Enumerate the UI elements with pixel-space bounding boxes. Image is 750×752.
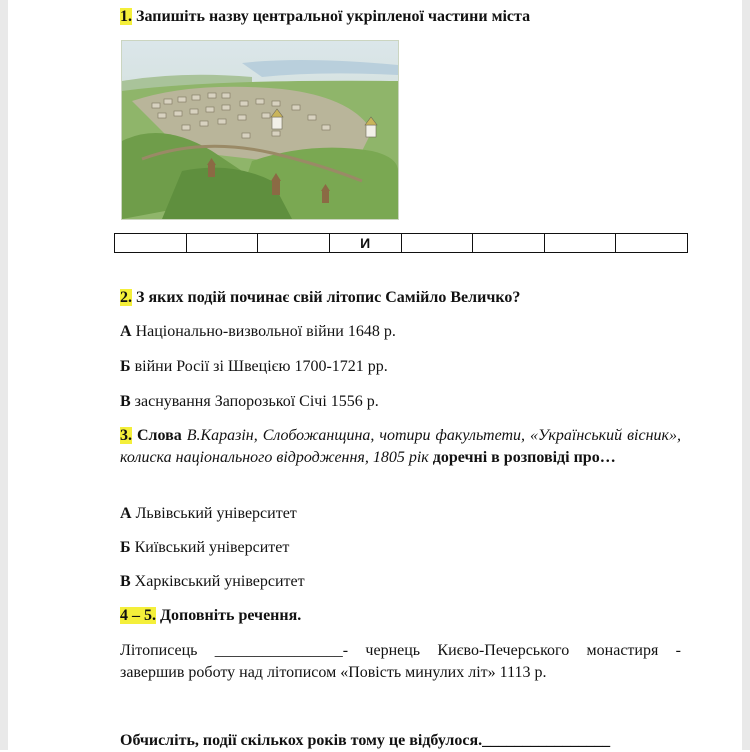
option-c[interactable]: [120, 571, 305, 593]
option-text: Київський університет: [130, 539, 290, 556]
option-text: Національно-визвольної війни 1648 р.: [131, 323, 396, 340]
fill-in-sentence[interactable]: Літописець ________________- чернець Києво-Печерського монастиря - завершив роботу над літописом «Повість минулих літ» 1113 р.: [120, 642, 681, 681]
question-number: 3.: [120, 427, 132, 444]
question-2: [120, 287, 520, 309]
question-text: Запишіть назву центральної укріпленої частини міста: [132, 8, 531, 25]
option-b[interactable]: [120, 356, 388, 378]
question-text: Доповніть речення.: [156, 607, 302, 624]
grid-cell[interactable]: [616, 234, 688, 253]
option-text: Львівський університет: [131, 505, 297, 522]
calculation-prompt[interactable]: Обчисліть, події скількох років тому це відбулося.________________: [120, 732, 611, 749]
option-text: війни Росії зі Швецією 1700-1721 рр.: [130, 358, 388, 375]
answer-letter-grid: [114, 233, 688, 253]
question-number: 4 – 5.: [120, 607, 156, 624]
option-letter: Б: [120, 358, 131, 375]
question-keywords: В.Каразін, Слобожанщина, чотири факультети, «Український вісник», колиска національного відродження, 1805 рік: [120, 427, 681, 466]
question-1: [120, 6, 530, 28]
option-text: заснування Запорозької Січі 1556 р.: [130, 393, 379, 410]
grid-cell-given-letter: И: [329, 234, 401, 253]
option-a[interactable]: [120, 503, 297, 525]
grid-cell[interactable]: [473, 234, 545, 253]
grid-cell[interactable]: [258, 234, 330, 253]
page-edge-left: [0, 0, 8, 750]
page-edge-right: [742, 0, 750, 750]
option-letter: А: [120, 505, 132, 522]
option-letter: В: [120, 573, 131, 590]
kyiv-fortress-illustration: [121, 40, 399, 220]
question-tail: доречні в розповіді про…: [428, 449, 616, 466]
option-letter: А: [120, 323, 132, 340]
grid-cell[interactable]: [186, 234, 258, 253]
illustration-svg: [122, 41, 398, 219]
question-lead: Слова: [132, 427, 187, 444]
option-letter: Б: [120, 539, 131, 556]
question-4-5: [120, 605, 301, 627]
question-text: З яких подій починає свій літопис Самійло Величко?: [132, 289, 521, 306]
option-c[interactable]: [120, 391, 379, 413]
question-number: 1.: [120, 8, 132, 25]
option-letter: В: [120, 393, 131, 410]
grid-cell[interactable]: [115, 234, 187, 253]
question-number: 2.: [120, 289, 132, 306]
grid-cell[interactable]: [544, 234, 616, 253]
option-b[interactable]: [120, 537, 289, 559]
option-text: Харківський університет: [130, 573, 305, 590]
option-a[interactable]: [120, 321, 396, 343]
question-3: [120, 425, 681, 469]
grid-cell[interactable]: [401, 234, 473, 253]
